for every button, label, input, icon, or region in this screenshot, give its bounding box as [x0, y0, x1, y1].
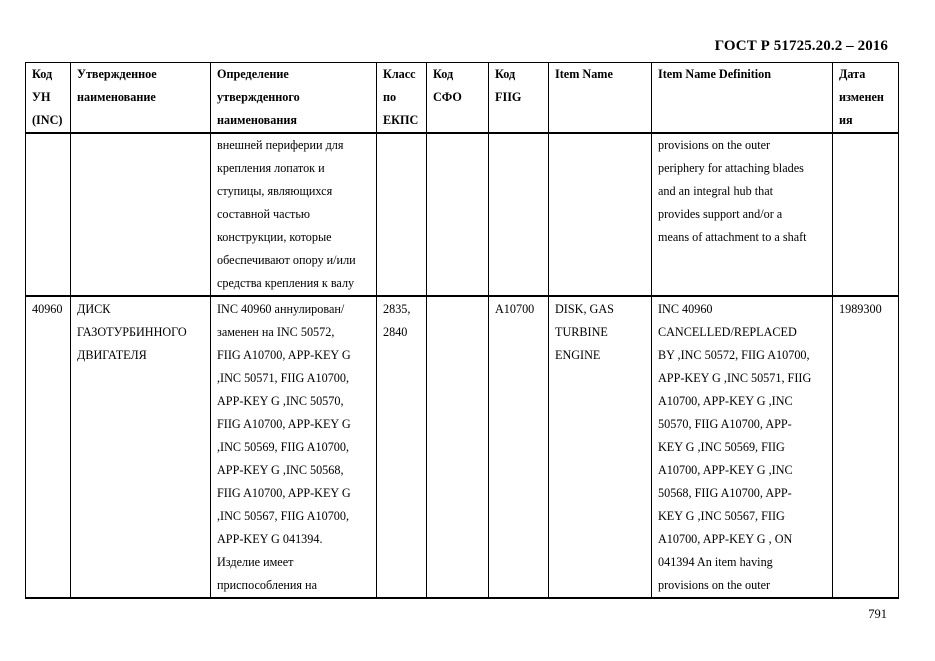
cell-text-line: APP-KEY G ,INC 50570, — [217, 394, 344, 408]
cell-text-line: Item Name — [555, 67, 613, 81]
cell-text-line: periphery for attaching blades — [658, 161, 804, 175]
cell-text-line: INC 40960 аннулирован/ — [217, 302, 345, 316]
cell-text-line: крепления лопаток и — [217, 161, 325, 175]
column-approved-name-header — [71, 63, 211, 134]
cell-text-line: изменен — [839, 90, 884, 104]
cell-text-line: Изделие имеет — [217, 555, 294, 569]
cell-text-line: APP-KEY G ,INC 50568, — [217, 463, 344, 477]
cell-text-line: Класс — [383, 67, 416, 81]
cell-text-line: ия — [839, 113, 853, 127]
cell-text-line: 50570, FIIG A10700, APP- — [658, 417, 792, 431]
cell-text-line: 2835, — [383, 302, 411, 316]
column-item-name-cell — [549, 133, 652, 296]
column-definition-cell — [211, 296, 377, 598]
cell-text-line: ГАЗОТУРБИННОГО — [77, 325, 187, 339]
column-date-cell — [833, 296, 899, 598]
column-definition-header — [211, 63, 377, 134]
cell-text-line: (INC) — [32, 113, 63, 127]
column-item-definition-cell — [652, 133, 833, 296]
cell-text-line: ступицы, являющихся — [217, 184, 333, 198]
cell-text-line: 1989300 — [839, 302, 882, 316]
cell-text-line: ,INC 50569, FIIG A10700, — [217, 440, 350, 454]
cell-text-line: BY ,INC 50572, FIIG A10700, — [658, 348, 810, 362]
cell-text-line: A10700, APP-KEY G ,INC — [658, 463, 793, 477]
cell-text-line: Утвержденное — [77, 67, 157, 81]
cell-text-line: наименование — [77, 90, 156, 104]
column-fiig-cell — [489, 133, 549, 296]
cell-text-line: A10700, APP-KEY G , ON — [658, 532, 793, 546]
column-fiig-header — [489, 63, 549, 134]
column-fiig-cell — [489, 296, 549, 598]
cell-text-line: средства крепления к валу — [217, 276, 355, 290]
cell-text-line: provisions on the outer — [658, 138, 771, 152]
column-inc-header — [26, 63, 71, 134]
cell-text-line: 50568, FIIG A10700, APP- — [658, 486, 792, 500]
cell-text-line: наименования — [217, 113, 297, 127]
cell-text-line: provisions on the outer — [658, 578, 771, 592]
cell-text-line: ДВИГАТЕЛЯ — [77, 348, 147, 362]
cell-text-line: KEY G ,INC 50569, FIIG — [658, 440, 785, 454]
cell-text-line: TURBINE — [555, 325, 608, 339]
column-class-header — [377, 63, 427, 134]
cell-text-line: ,INC 50571, FIIG A10700, — [217, 371, 350, 385]
cell-text-line: Код — [433, 67, 454, 81]
cell-text-line: A10700 — [495, 302, 535, 316]
cell-text-line: Код — [32, 67, 53, 81]
column-date-header — [833, 63, 899, 134]
classification-table — [25, 62, 899, 599]
cell-text-line: APP-KEY G 041394. — [217, 532, 323, 546]
column-sfo-header — [427, 63, 489, 134]
cell-text-line: APP-KEY G ,INC 50571, FIIG — [658, 371, 812, 385]
column-sfo-cell — [427, 296, 489, 598]
page-number: 791 — [868, 607, 887, 621]
cell-text-line: and an integral hub that — [658, 184, 774, 198]
column-class-cell — [377, 296, 427, 598]
cell-text-line: FIIG A10700, APP-KEY G — [217, 486, 351, 500]
table-header-row — [26, 63, 899, 134]
cell-text-line: 40960 — [32, 302, 63, 316]
cell-text-line: Дата — [839, 67, 866, 81]
column-definition-cell — [211, 133, 377, 296]
cell-text-line: 041394 An item having — [658, 555, 773, 569]
table-row-continuation — [26, 133, 899, 296]
cell-text-line: Item Name Definition — [658, 67, 772, 81]
cell-text-line: ЕКПС — [383, 113, 419, 127]
cell-text-line: KEY G ,INC 50567, FIIG — [658, 509, 785, 523]
cell-text-line: 2840 — [383, 325, 408, 339]
cell-text-line: утвержденного — [217, 90, 300, 104]
cell-text-line: DISK, GAS — [555, 302, 614, 316]
cell-text-line: Код — [495, 67, 516, 81]
cell-text-line: FIIG A10700, APP-KEY G — [217, 417, 351, 431]
cell-text-line: INC 40960 — [658, 302, 713, 316]
cell-text-line: means of attachment to a shaft — [658, 230, 807, 244]
cell-text-line: provides support and/or a — [658, 207, 783, 221]
cell-text-line: заменен на INC 50572, — [217, 325, 335, 339]
column-sfo-cell — [427, 133, 489, 296]
cell-text-line: обеспечивают опору и/или — [217, 253, 356, 267]
column-approved-name-cell — [71, 133, 211, 296]
cell-text-line: ENGINE — [555, 348, 601, 362]
cell-text-line: FIIG — [495, 90, 522, 104]
column-class-cell — [377, 133, 427, 296]
cell-text-line: ,INC 50567, FIIG A10700, — [217, 509, 350, 523]
standard-title: ГОСТ Р 51725.20.2 – 2016 — [714, 38, 888, 54]
cell-text-line: A10700, APP-KEY G ,INC — [658, 394, 793, 408]
cell-text-line: составной частью — [217, 207, 310, 221]
table-row-40960 — [26, 296, 899, 598]
cell-text-line: ДИСК — [77, 302, 111, 316]
cell-text-line: конструкции, которые — [217, 230, 332, 244]
column-approved-name-cell — [71, 296, 211, 598]
column-date-cell — [833, 133, 899, 296]
cell-text-line: Определение — [217, 67, 289, 81]
column-item-definition-header — [652, 63, 833, 134]
cell-text-line: FIIG A10700, APP-KEY G — [217, 348, 351, 362]
column-inc-cell — [26, 133, 71, 296]
cell-text-line: приспособления на — [217, 578, 317, 592]
cell-text-line: внешней периферии для — [217, 138, 344, 152]
column-item-name-header — [549, 63, 652, 134]
cell-text-line: СФО — [433, 90, 462, 104]
column-item-name-cell — [549, 296, 652, 598]
column-item-definition-cell — [652, 296, 833, 598]
cell-text-line: CANCELLED/REPLACED — [658, 325, 797, 339]
cell-text-line: УН — [32, 90, 51, 104]
column-inc-cell — [26, 296, 71, 598]
cell-text-line: по — [383, 90, 397, 104]
